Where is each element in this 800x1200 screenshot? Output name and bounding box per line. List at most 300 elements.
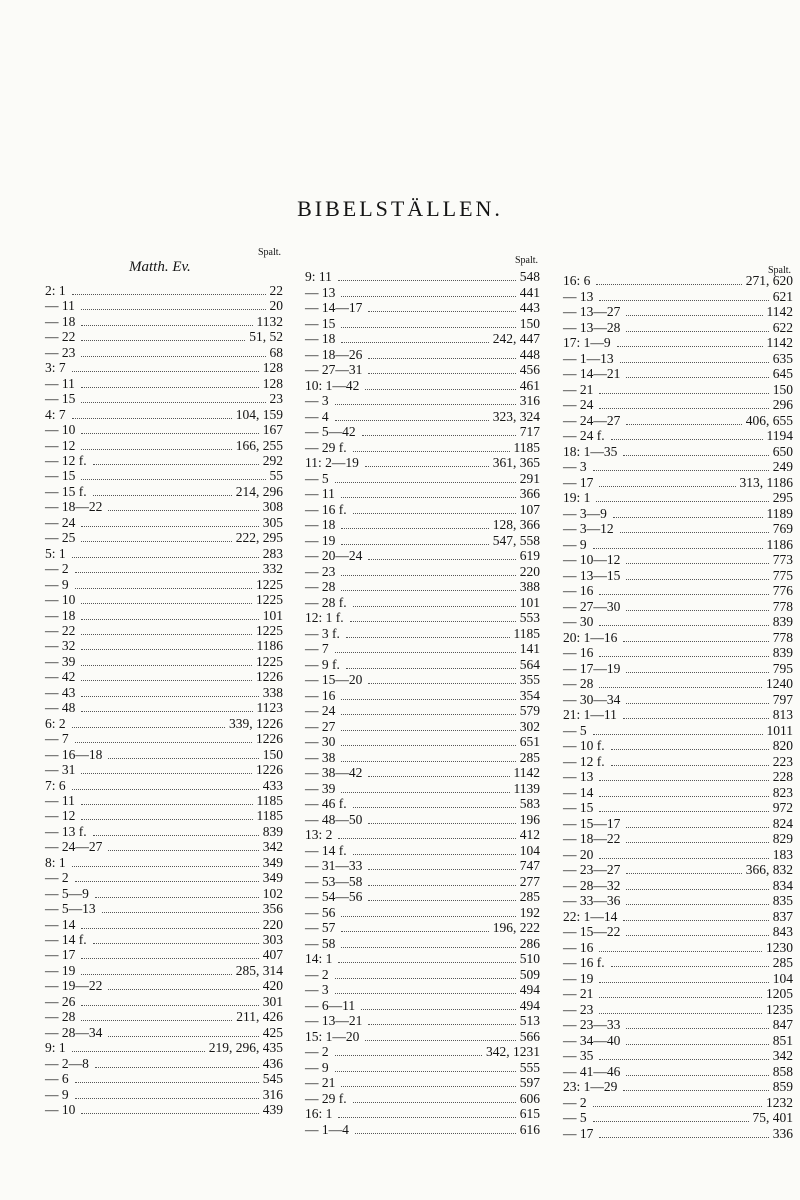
dot-leader <box>81 356 265 357</box>
column-number: 249 <box>772 459 793 474</box>
dot-leader <box>81 1020 232 1021</box>
dot-leader <box>599 408 768 409</box>
index-entry <box>563 521 793 537</box>
dot-leader <box>81 479 265 480</box>
verse-reference: 15: 1—20 <box>305 1028 360 1044</box>
index-entry <box>45 546 283 561</box>
dot-leader <box>368 559 515 560</box>
verse-reference: — 31—33 <box>305 858 363 873</box>
dot-leader <box>346 668 516 669</box>
index-entry <box>45 932 283 947</box>
verse-reference: — 9 <box>45 576 69 592</box>
column-header <box>563 265 793 276</box>
index-entry <box>305 595 540 611</box>
verse-reference: 19: 1 <box>563 490 591 505</box>
index-entry <box>305 719 540 735</box>
column-number: 305 <box>262 514 283 530</box>
dot-leader <box>368 1024 515 1025</box>
dot-leader <box>341 792 509 793</box>
index-entry <box>305 1060 540 1076</box>
column-number: 564 <box>519 656 540 672</box>
dot-leader <box>75 588 252 589</box>
dot-leader <box>341 916 515 917</box>
verse-reference: — 13—28 <box>563 319 621 335</box>
dot-leader <box>593 1106 762 1107</box>
column-number: 823 <box>772 784 793 800</box>
dot-leader <box>365 389 515 390</box>
index-entry <box>563 661 793 677</box>
dot-leader <box>611 749 769 750</box>
index-entry <box>305 889 540 905</box>
column-number: 316 <box>262 1086 283 1102</box>
column-number: 228 <box>772 769 793 784</box>
verse-reference: — 24 <box>305 703 336 718</box>
index-entry <box>563 320 793 336</box>
column-number: 302 <box>519 718 540 734</box>
dot-leader <box>626 610 768 611</box>
column-number: 1132 <box>256 313 283 329</box>
verse-reference: — 18—22 <box>563 831 621 846</box>
index-entry <box>305 920 540 936</box>
index-entry <box>45 886 283 901</box>
dot-leader <box>81 526 258 527</box>
index-entry <box>563 1033 793 1049</box>
dot-leader <box>72 1051 205 1052</box>
dot-leader <box>81 603 252 604</box>
dot-leader <box>341 714 515 715</box>
column-number: 1232 <box>766 1094 793 1110</box>
dot-leader <box>341 296 515 297</box>
dot-leader <box>341 699 515 700</box>
index-entry <box>563 893 793 909</box>
index-entry <box>563 1048 793 1064</box>
index-entry <box>45 808 283 823</box>
dot-leader <box>81 449 231 450</box>
verse-reference: — 39 <box>305 780 336 796</box>
dot-leader <box>626 703 768 704</box>
verse-reference: — 3 <box>563 459 587 474</box>
dot-leader <box>623 641 768 642</box>
column-number: 1235 <box>766 1001 793 1017</box>
column-number: 223 <box>772 753 793 769</box>
column-number: 645 <box>772 366 793 381</box>
column-number: 510 <box>519 951 540 966</box>
verse-reference: — 13 <box>563 769 594 784</box>
dot-leader <box>368 869 515 870</box>
dot-leader <box>341 745 515 746</box>
dot-leader <box>617 346 763 347</box>
column-number: 211, 426 <box>236 1009 283 1025</box>
index-entry <box>45 376 283 391</box>
dot-leader <box>75 572 259 573</box>
index-entry <box>45 1087 283 1102</box>
index-entry <box>45 638 283 653</box>
column-number: 128 <box>262 360 283 376</box>
column-number: 1226 <box>256 762 283 778</box>
verse-reference: — 12 f. <box>45 452 87 468</box>
index-entry <box>305 688 540 704</box>
verse-reference: — 2 <box>305 966 329 982</box>
verse-reference: — 15—20 <box>305 672 363 687</box>
verse-reference: — 3—9 <box>563 505 607 521</box>
column-number: 128 <box>262 375 283 391</box>
verse-reference: — 15—17 <box>563 815 621 831</box>
column-number: 104 <box>772 970 793 986</box>
index-entry <box>305 812 540 828</box>
index-entry <box>45 438 283 453</box>
index-entry <box>45 608 283 623</box>
column-number: 1225 <box>256 653 283 669</box>
dot-leader <box>368 311 515 312</box>
index-entry <box>563 459 793 475</box>
index-entry <box>563 676 793 692</box>
column-number: 616 <box>519 1121 540 1137</box>
verse-reference: — 43 <box>45 684 76 700</box>
column-number: 292 <box>262 452 283 468</box>
index-column-2 <box>305 255 540 1137</box>
dot-leader <box>365 1040 515 1041</box>
verse-reference: — 15 <box>45 468 76 484</box>
verse-reference: — 46 f. <box>305 796 347 811</box>
index-entry <box>305 1075 540 1091</box>
column-number: 1186 <box>766 536 793 552</box>
column-number: 778 <box>772 629 793 645</box>
dot-leader <box>599 780 768 781</box>
dot-leader <box>81 541 231 542</box>
verse-reference: — 56 <box>305 904 336 920</box>
verse-reference: — 38 <box>305 749 336 765</box>
column-number: 1225 <box>256 622 283 638</box>
dot-leader <box>626 563 768 564</box>
verse-reference: — 2 <box>45 561 69 577</box>
index-entry <box>563 583 793 599</box>
index-entry <box>563 304 793 320</box>
spalt-label: Spalt. <box>257 247 281 258</box>
column-number: 606 <box>519 1090 540 1106</box>
column-number: 285, 314 <box>235 962 283 978</box>
verse-reference: — 23 <box>305 563 336 579</box>
column-number: 354 <box>519 687 540 703</box>
index-entry <box>563 924 793 940</box>
index-entry <box>45 947 283 962</box>
verse-reference: — 15 <box>305 315 336 331</box>
dot-leader <box>72 371 259 372</box>
dot-leader <box>599 982 768 983</box>
column-number: 388 <box>519 579 540 594</box>
verse-reference: — 24—27 <box>563 412 621 428</box>
index-entry <box>563 847 793 863</box>
index-entry <box>563 986 793 1002</box>
dot-leader <box>75 1082 259 1083</box>
column-number: 795 <box>772 660 793 676</box>
dot-leader <box>72 789 259 790</box>
index-entry <box>305 734 540 750</box>
dot-leader <box>108 510 258 511</box>
index-entry <box>563 289 793 305</box>
verse-reference: — 48 <box>45 700 76 716</box>
dot-leader <box>353 807 516 808</box>
dot-leader <box>626 1028 768 1029</box>
column-number: 1142 <box>766 335 793 350</box>
dot-leader <box>599 393 768 394</box>
dot-leader <box>72 418 232 419</box>
column-number: 412 <box>519 827 540 842</box>
dot-leader <box>338 838 515 839</box>
verse-reference: — 15 <box>45 391 76 407</box>
index-entry <box>305 502 540 518</box>
dot-leader <box>599 811 768 812</box>
index-entry <box>305 579 540 595</box>
column-number: 839 <box>262 823 283 839</box>
index-entry <box>305 533 540 549</box>
column-number: 150 <box>262 746 283 762</box>
column-number: 448 <box>519 346 540 362</box>
index-entry <box>305 936 540 952</box>
column-number: 619 <box>519 548 540 563</box>
verse-reference: — 35 <box>563 1048 594 1063</box>
dot-leader <box>72 727 225 728</box>
column-number: 219, 296, 435 <box>208 1040 283 1056</box>
column-number: 128, 366 <box>492 517 540 532</box>
index-entry <box>45 484 283 499</box>
column-number: 545 <box>262 1071 283 1087</box>
verse-reference: — 33—36 <box>563 893 621 908</box>
column-number: 349 <box>262 870 283 886</box>
index-entry <box>563 1126 793 1142</box>
column-number: 1240 <box>766 676 793 691</box>
verse-reference: — 58 <box>305 935 336 951</box>
dot-leader <box>341 497 516 498</box>
index-entry <box>563 413 793 429</box>
verse-reference: — 11 <box>45 298 75 314</box>
index-entry <box>45 700 283 715</box>
index-entry <box>305 982 540 998</box>
verse-reference: 6: 2 <box>45 715 66 731</box>
column-number: 283 <box>262 545 283 561</box>
verse-reference: — 6—11 <box>305 997 356 1013</box>
dot-leader <box>341 327 515 328</box>
verse-reference: 12: 1 f. <box>305 610 344 625</box>
dot-leader <box>626 842 768 843</box>
verse-reference: — 32 <box>45 638 76 654</box>
verse-reference: — 18 <box>305 517 336 532</box>
dot-leader <box>353 606 516 607</box>
dot-leader <box>81 649 252 650</box>
column-number: 291 <box>519 470 540 486</box>
dot-leader <box>368 823 515 824</box>
verse-reference: — 13 <box>563 288 594 304</box>
column-number: 775 <box>772 567 793 583</box>
index-entry <box>563 831 793 847</box>
dot-leader <box>593 1121 749 1122</box>
verse-reference: — 25 <box>45 530 76 546</box>
column-number: 433 <box>262 777 283 793</box>
verse-reference: — 16—18 <box>45 746 103 762</box>
entry-list <box>305 269 540 1137</box>
index-entry <box>563 1095 793 1111</box>
verse-reference: — 28—32 <box>563 877 621 893</box>
column-number: 285 <box>519 749 540 765</box>
column-number: 1205 <box>766 986 793 1001</box>
verse-reference: — 29 f. <box>305 1090 347 1106</box>
column-number: 68 <box>269 344 283 360</box>
dot-leader <box>335 1071 516 1072</box>
dot-leader <box>335 993 516 994</box>
index-entry <box>45 314 283 329</box>
column-number: 285 <box>772 955 793 970</box>
index-entry <box>563 754 793 770</box>
dot-leader <box>335 482 516 483</box>
verse-reference: — 2 <box>563 1094 587 1110</box>
index-entry <box>45 407 283 422</box>
verse-reference: — 28 <box>45 1009 76 1025</box>
dot-leader <box>596 284 741 285</box>
index-entry <box>45 731 283 746</box>
dot-leader <box>72 294 266 295</box>
dot-leader <box>81 402 265 403</box>
column-number: 813 <box>772 707 793 722</box>
column-number: 23 <box>269 391 283 407</box>
column-number: 366 <box>519 486 540 501</box>
column-number: 286 <box>519 935 540 951</box>
index-entry <box>305 393 540 409</box>
column-number: 797 <box>772 691 793 707</box>
dot-leader <box>626 579 768 580</box>
index-entry <box>563 878 793 894</box>
spalt-label: Spalt. <box>514 255 538 266</box>
dot-leader <box>626 827 768 828</box>
index-entry <box>563 1110 793 1126</box>
index-entry <box>305 641 540 657</box>
verse-reference: 20: 1—16 <box>563 629 618 645</box>
index-entry <box>563 707 793 723</box>
column-number: 196, 222 <box>492 920 540 935</box>
index-entry <box>563 382 793 398</box>
column-number: 839 <box>772 645 793 660</box>
index-entry <box>45 1056 283 1071</box>
dot-leader <box>81 309 266 310</box>
column-number: 839 <box>772 614 793 629</box>
index-entry <box>563 785 793 801</box>
dot-leader <box>626 935 768 936</box>
dot-leader <box>626 1075 768 1076</box>
column-number: 439 <box>262 1102 283 1118</box>
dot-leader <box>341 342 488 343</box>
dot-leader <box>335 404 516 405</box>
index-entry <box>305 626 540 642</box>
index-entry <box>45 345 283 360</box>
index-entry <box>45 870 283 885</box>
dot-leader <box>593 548 763 549</box>
index-entry <box>563 444 793 460</box>
verse-reference: — 10 <box>45 1102 76 1118</box>
verse-reference: — 13—15 <box>563 567 621 583</box>
column-number: 579 <box>519 703 540 718</box>
index-entry <box>305 548 540 564</box>
index-entry <box>305 269 540 285</box>
index-entry <box>45 391 283 406</box>
column-number: 494 <box>519 997 540 1013</box>
index-entry <box>563 599 793 615</box>
index-entry <box>563 475 793 491</box>
column-number: 51, 52 <box>249 329 283 345</box>
verse-reference: — 19 <box>563 970 594 986</box>
verse-reference: — 13 f. <box>45 823 87 839</box>
verse-reference: — 14 f. <box>45 932 87 948</box>
verse-reference: — 7 <box>45 731 69 747</box>
column-number: 242, 447 <box>492 331 540 346</box>
column-number: 441 <box>519 284 540 300</box>
column-number: 313, 1186 <box>739 474 793 490</box>
column-number: 1185 <box>513 625 540 641</box>
dot-leader <box>341 931 488 932</box>
verse-reference: 16: 1 <box>305 1106 333 1121</box>
index-entry <box>45 561 283 576</box>
dot-leader <box>81 680 252 681</box>
dot-leader <box>335 420 489 421</box>
verse-reference: — 18 <box>45 313 76 329</box>
index-entry <box>563 909 793 925</box>
verse-reference: 17: 1—9 <box>563 335 611 350</box>
dot-leader <box>353 854 516 855</box>
verse-reference: — 19 <box>305 532 336 548</box>
verse-reference: — 5 <box>563 722 587 738</box>
column-number: 461 <box>519 377 540 393</box>
verse-reference: — 26 <box>45 993 76 1009</box>
verse-reference: — 48—50 <box>305 811 363 827</box>
verse-reference: 21: 1—11 <box>563 707 617 722</box>
verse-reference: — 41—46 <box>563 1063 621 1079</box>
dot-leader <box>626 424 741 425</box>
verse-reference: — 27—31 <box>305 362 363 377</box>
dot-leader <box>81 1113 258 1114</box>
index-entry <box>305 858 540 874</box>
dot-leader <box>93 943 259 944</box>
dot-leader <box>93 835 259 836</box>
index-entry <box>563 351 793 367</box>
dot-leader <box>599 858 768 859</box>
index-entry <box>563 1079 793 1095</box>
verse-reference: — 28 <box>305 579 336 594</box>
verse-reference: — 31 <box>45 762 76 778</box>
column-number: 555 <box>519 1059 540 1075</box>
column-number: 747 <box>519 858 540 873</box>
dot-leader <box>368 900 515 901</box>
verse-reference: — 11 <box>305 486 335 501</box>
index-entry <box>563 630 793 646</box>
index-entry <box>45 778 283 793</box>
verse-reference: — 24 f. <box>563 428 605 443</box>
column-number: 1226 <box>256 731 283 747</box>
index-entry <box>305 657 540 673</box>
verse-reference: — 38—42 <box>305 765 363 780</box>
index-entry <box>45 901 283 916</box>
dot-leader <box>108 850 258 851</box>
verse-reference: 16: 6 <box>563 273 591 288</box>
dot-leader <box>353 1102 516 1103</box>
verse-reference: — 19 <box>45 962 76 978</box>
dot-leader <box>611 966 769 967</box>
verse-reference: 4: 7 <box>45 406 66 422</box>
index-entry <box>305 672 540 688</box>
dot-leader <box>108 989 258 990</box>
verse-reference: — 5 <box>305 470 329 486</box>
verse-reference: — 2 <box>305 1044 329 1059</box>
column-number: 271, 620 <box>745 273 793 288</box>
verse-reference: — 9 <box>305 1059 329 1075</box>
column-number: 1011 <box>766 722 793 738</box>
column-number: 285 <box>519 889 540 904</box>
